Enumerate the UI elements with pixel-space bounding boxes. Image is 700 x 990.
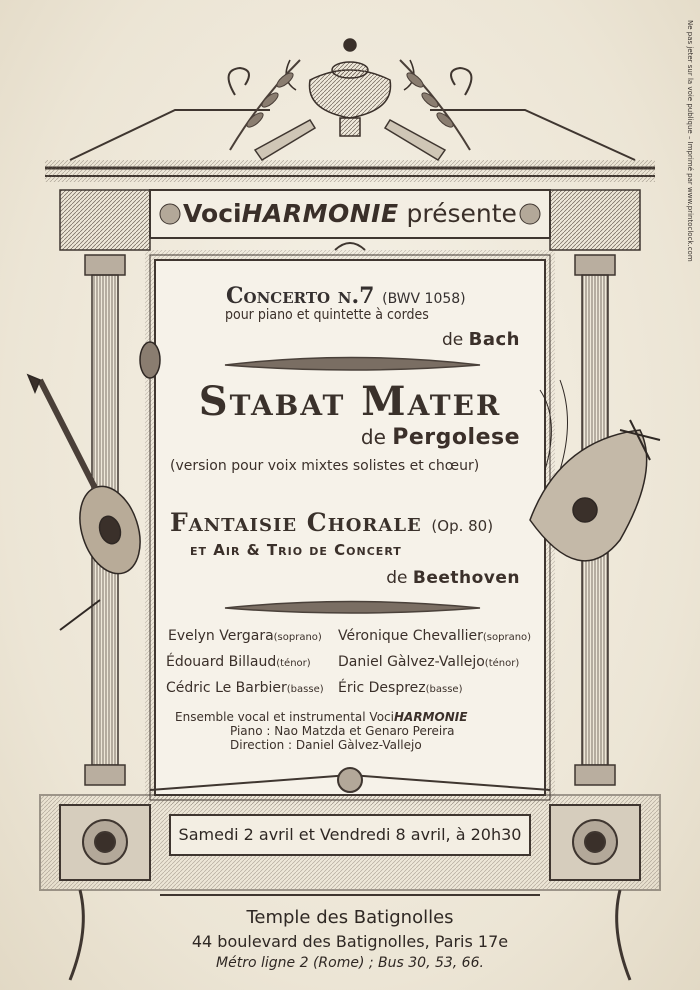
performer-name: Édouard Billaud	[166, 654, 277, 670]
concerto-by-prefix: de	[441, 330, 464, 350]
stabat-title: Stabat Mater	[198, 378, 502, 425]
concerto-subtitle: pour piano et quintette à cordes	[225, 307, 429, 323]
stabat-note: (version pour voix mixtes solistes et chœur)	[170, 458, 480, 474]
performer-role: (ténor)	[276, 658, 311, 669]
fantaisie-composer-line	[300, 568, 520, 588]
venue-name: Temple des Batignolles	[246, 907, 454, 928]
fantaisie-by-prefix: de	[386, 568, 408, 588]
performer-entry	[338, 680, 462, 696]
ensemble-emphasis: HARMONIE	[393, 710, 468, 724]
ensemble-prefix: Ensemble vocal et instrumental Voci	[175, 710, 394, 724]
performer-role: (basse)	[286, 684, 324, 695]
concerto-bwv: (BWV 1058)	[382, 291, 466, 307]
performer-entry	[166, 680, 324, 696]
performer-role: (soprano)	[482, 632, 532, 643]
venue-transport: Métro ligne 2 (Rome) ; Bus 30, 53, 66.	[216, 955, 484, 971]
venue-address: 44 boulevard des Batignolles, Paris 17e	[191, 932, 509, 951]
performer-name: Véronique Chevallier	[338, 628, 483, 644]
fantaisie-opus: (Op. 80)	[431, 517, 494, 535]
concerto-title	[226, 283, 526, 309]
performer-entry	[168, 628, 322, 644]
brand-emphasis: HARMONIE	[241, 199, 399, 228]
performer-name: Cédric Le Barbier	[166, 680, 287, 696]
performance-dates: Samedi 2 avril et Vendredi 8 avril, à 20h30	[178, 825, 522, 844]
ensemble-line	[175, 710, 535, 724]
performer-role: (ténor)	[484, 658, 520, 669]
performer-name: Daniel Gàlvez-Vallejo	[338, 654, 485, 670]
piano-credit: Piano : Nao Matzda et Genaro Pereira	[230, 724, 455, 738]
ensemble-credits	[175, 710, 535, 752]
stabat-composer-line	[240, 425, 520, 450]
stabat-by-prefix: de	[360, 425, 386, 449]
fantaisie-title-text: Fantaisie Chorale	[170, 508, 422, 537]
brand-prefix: Voci	[183, 199, 242, 228]
performer-entry	[166, 654, 311, 670]
concerto-composer-line	[320, 329, 520, 350]
stabat-composer: Pergolese	[392, 425, 520, 450]
performer-entry	[338, 628, 531, 644]
printer-note: Ne pas jeter sur la voie publique – Imprimé par www.printoclock.com	[686, 20, 694, 262]
concerto-title-text: Concerto n.7	[226, 283, 375, 309]
performer-name: Evelyn Vergara	[168, 628, 274, 644]
fantaisie-title	[170, 508, 540, 537]
direction-credit: Direction : Daniel Gàlvez-Vallejo	[230, 738, 422, 752]
performer-role: (soprano)	[273, 632, 322, 643]
fantaisie-subtitle: et Air & Trio de Concert	[190, 541, 402, 559]
performer-role: (basse)	[425, 684, 463, 695]
presenter-heading	[170, 199, 530, 228]
concerto-composer: Bach	[468, 329, 520, 350]
performer-name: Éric Desprez	[338, 680, 426, 696]
presents-word: présente	[406, 199, 517, 228]
urn-icon	[286, 39, 414, 136]
fantaisie-composer: Beethoven	[412, 568, 520, 588]
performer-entry	[338, 654, 519, 670]
